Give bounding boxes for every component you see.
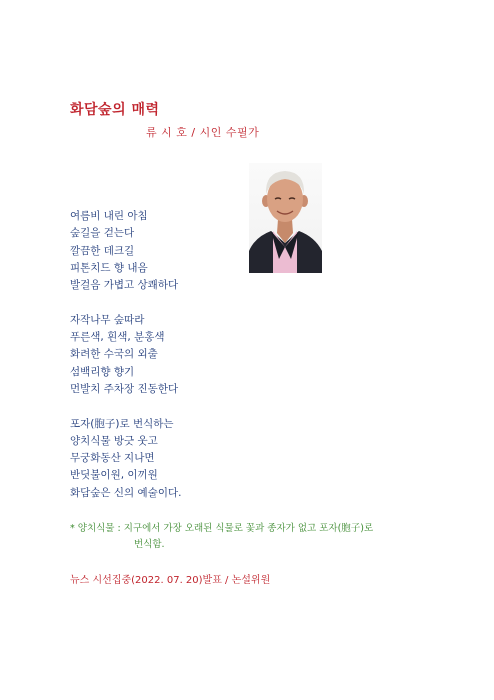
poem-line: 반딧불이원, 이끼원: [70, 469, 158, 482]
poem-line: 양치식물 방긋 웃고: [70, 434, 158, 447]
poem-stanza-2: [70, 312, 181, 398]
poem-line: 무궁화동산 지나면: [70, 452, 155, 465]
author-photo: [249, 163, 322, 273]
poem: [70, 208, 181, 519]
poem-line: 깔끔한 데크길: [70, 244, 135, 257]
footnote-line-2: 번식함.: [134, 539, 165, 550]
poem-line: 화려한 수국의 외출: [70, 348, 158, 361]
poem-line: 푸른색, 흰색, 분홍색: [70, 331, 165, 344]
poem-line: 자작나무 숲따라: [70, 313, 145, 326]
footnote: [70, 521, 430, 553]
poem-line: 피톤치드 향 내음: [70, 261, 148, 274]
poem-line: 여름비 내린 아침: [70, 210, 148, 222]
article-title: 화담숲의 매력: [70, 102, 160, 118]
poem-line: 숲길을 걷는다: [70, 227, 135, 240]
poem-line: 먼발치 주차장 진동한다: [70, 382, 179, 395]
publication-source: 뉴스 시선집중(2022. 07. 20)발표 / 논설위원: [70, 575, 271, 586]
footnote-line-1: * 양치식물 : 지구에서 가장 오래된 식물로 꽃과 종자가 없고 포자(胞子)로: [70, 523, 374, 534]
poem-line: 화담숲은 신의 예술이다.: [70, 486, 182, 499]
poem-line: 포자(胞子)로 번식하는: [70, 417, 174, 430]
author-byline: 류 시 호 / 시인 수필가: [146, 126, 260, 139]
poem-line: 발걸음 가볍고 상쾌하다: [70, 279, 179, 292]
poem-stanza-1: [70, 208, 181, 294]
poem-stanza-3: [70, 416, 181, 502]
poem-line: 섬백리향 향기: [70, 365, 135, 378]
